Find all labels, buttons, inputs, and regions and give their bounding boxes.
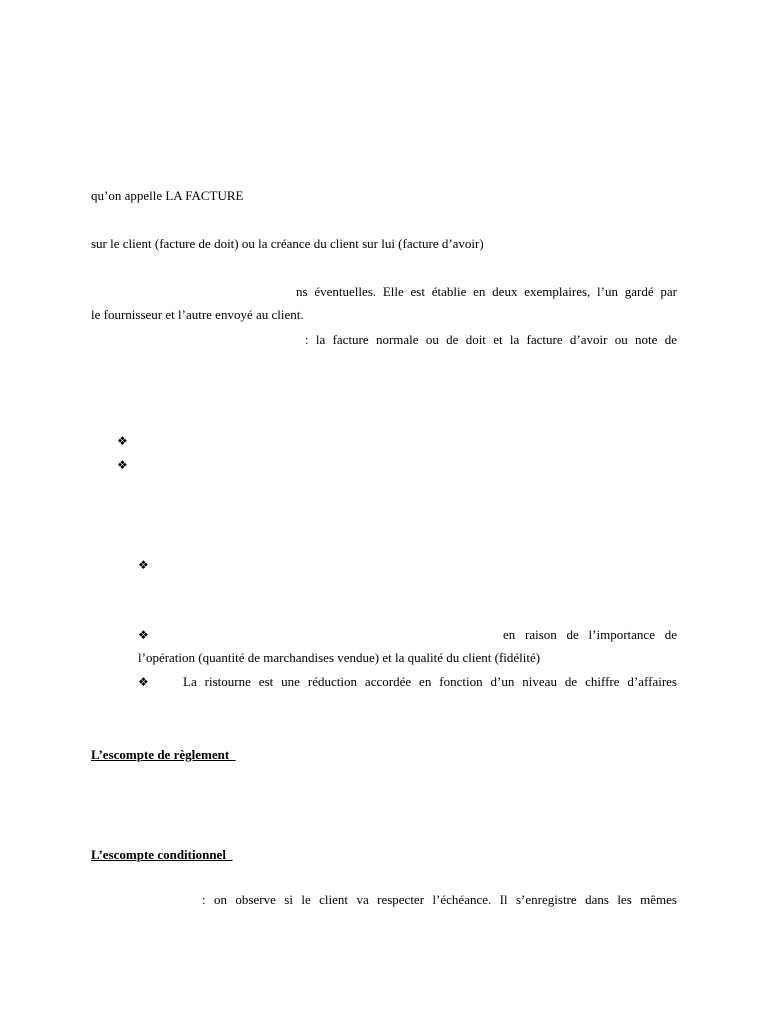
- bullet-icon: ❖: [138, 628, 149, 642]
- list-item-ristourne: [183, 674, 677, 690]
- paragraph-text: : la facture normale ou de doit et la facture d’avoir ou note de: [305, 332, 677, 347]
- list-item-remise-line-1: [503, 627, 677, 643]
- paragraph-facture-intro: [91, 188, 244, 204]
- bullet-icon: ❖: [138, 675, 149, 689]
- paragraph-exemplaires-line-1: [296, 284, 677, 300]
- list-item-text: l’opération (quantité de marchandises vendue) et la qualité du client (fidélité): [138, 650, 541, 665]
- paragraph-exemplaires-line-2: [91, 307, 304, 323]
- paragraph-text: : on observe si le client va respecter l’échéance. Il s’enregistre dans les mêmes: [202, 892, 677, 907]
- bullet-icon: ❖: [117, 434, 128, 448]
- heading-text: L’escompte de règlement: [91, 747, 230, 762]
- paragraph-text: le fournisseur et l’autre envoyé au client.: [91, 307, 304, 322]
- paragraph-text: qu’on appelle LA FACTURE: [91, 188, 244, 203]
- heading-text: L’escompte conditionnel: [91, 847, 226, 862]
- list-item-text: La ristourne est une réduction accordée en fonction d’un niveau de chiffre d’affaires: [183, 674, 677, 689]
- heading-escompte-conditionnel: [91, 847, 232, 863]
- paragraph-escompte-conditionnel: [202, 892, 677, 908]
- paragraph-facture-categories: [305, 332, 677, 348]
- paragraph-text: sur le client (facture de doit) ou la créance du client sur lui (facture d’avoir): [91, 236, 484, 251]
- paragraph-text: ns éventuelles. Elle est établie en deux exemplaires, l’un gardé par: [296, 284, 677, 299]
- bullet-icon: ❖: [138, 558, 149, 572]
- paragraph-facture-types: [91, 236, 484, 252]
- list-item-text: en raison de l’importance de: [503, 627, 677, 642]
- heading-escompte-reglement: [91, 747, 236, 763]
- bullet-icon: ❖: [117, 458, 128, 472]
- list-item-remise-line-2: [138, 650, 540, 666]
